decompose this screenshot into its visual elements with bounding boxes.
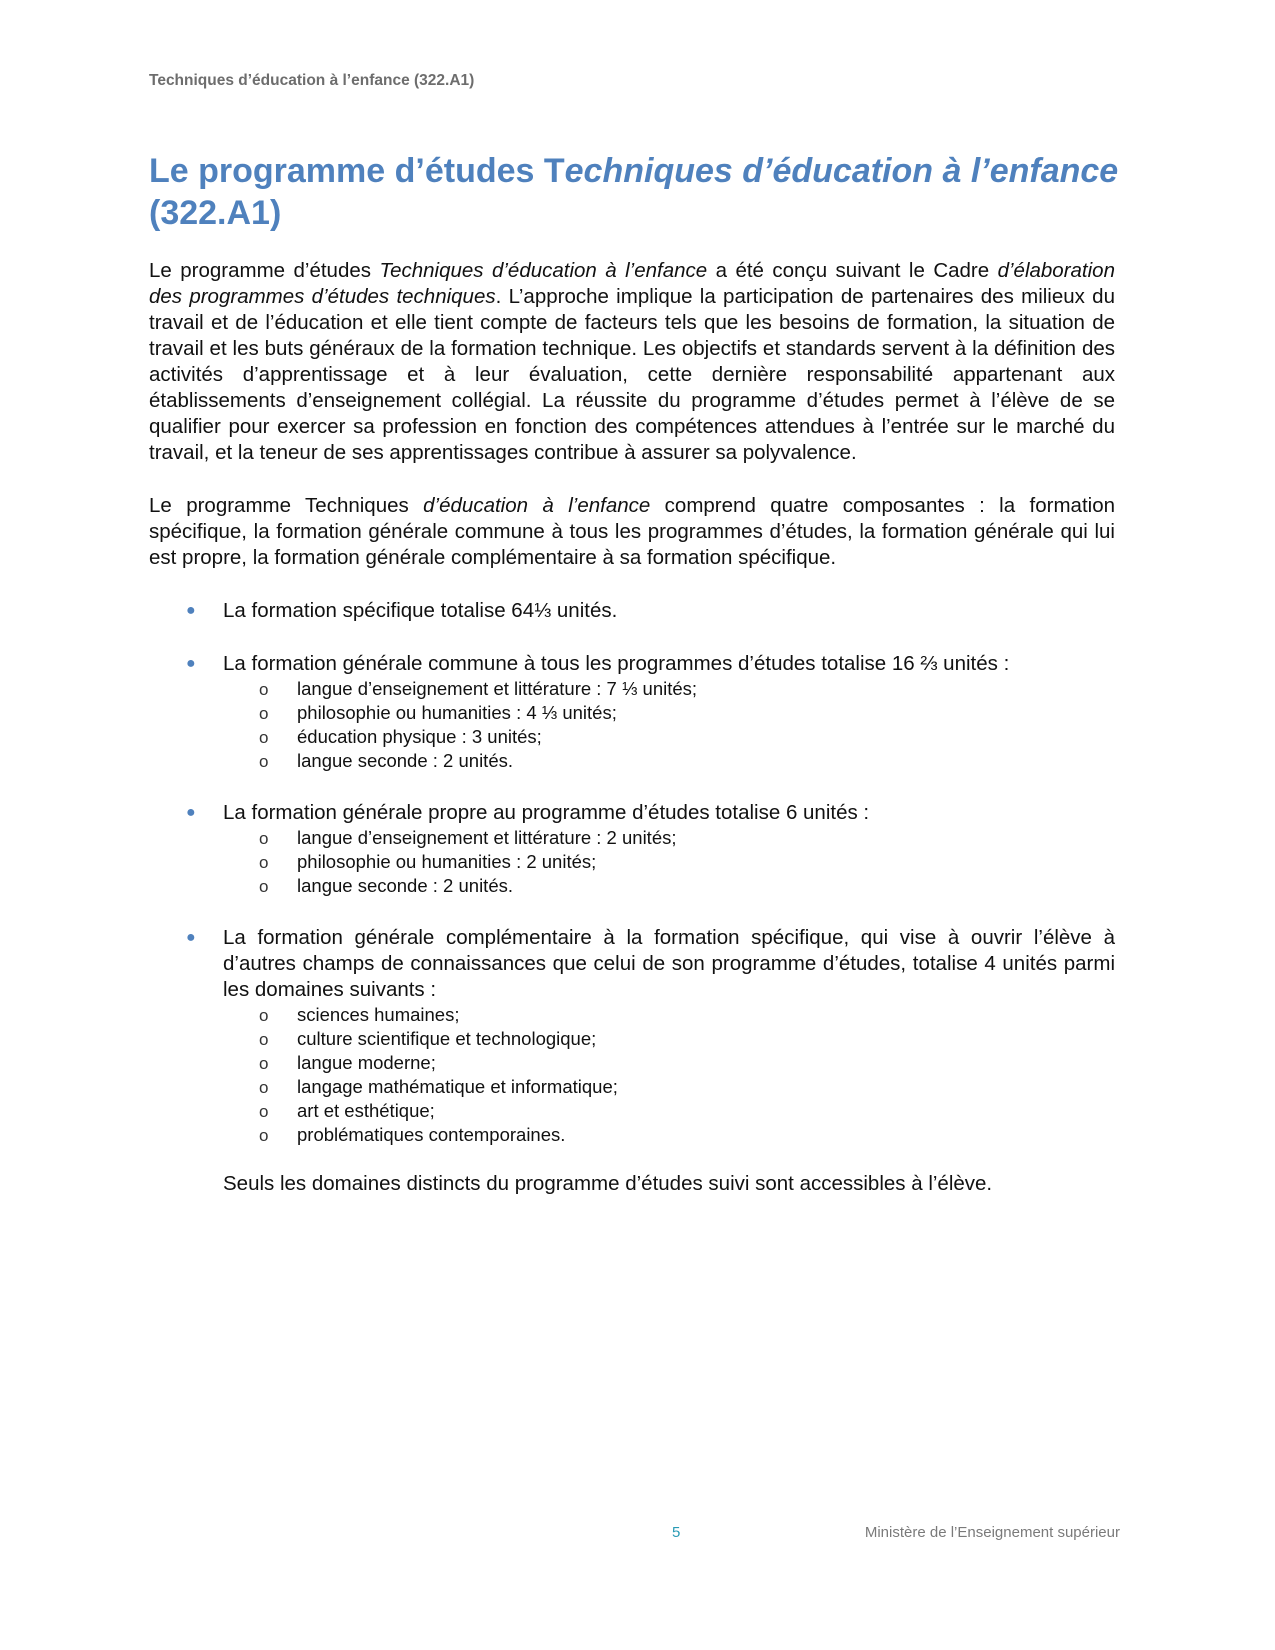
sub-list-item [223,850,1115,874]
list-item [149,800,1115,898]
title-part-3: (322.A1) [149,194,282,232]
intro-paragraph-1 [149,258,1115,466]
list-item-text: La formation générale propre au programme d’études totalise 6 unités : [223,801,870,824]
bullet-icon: ● [186,655,196,672]
sub-item-text: problématiques contemporaines. [297,1124,566,1145]
sub-list [223,677,1115,773]
text-span: a été conçu suivant le Cadre [707,259,998,282]
title-part-1: Le programme d’études T [149,152,565,190]
sub-item-text: langue seconde : 2 unités. [297,875,513,896]
text-span: . L’approche implique la participation de partenaires des milieux du travail et de l’éducation et elle tient compte de facteurs tels que les besoins de formation, la situation de travail et les buts généraux de la formation technique. Les objectifs et standards servent à la définition des activités d’apprentissage et à leur évaluation, cette dernière responsabilité appartenant aux établissements d’enseignement collégial. La réussite du programme d’études permet à l’élève de se qualifier pour exercer sa profession en fonction des compétences attendues à l’entrée sur le marché du travail, et la teneur de ses apprentissages contribue à assurer sa polyvalence. [149,285,1115,464]
components-list [149,598,1115,1147]
sub-list-item [223,1003,1115,1027]
sub-item-text: langue seconde : 2 unités. [297,750,513,771]
bullet-icon: ● [186,804,196,821]
circle-bullet-icon: o [259,877,269,896]
circle-bullet-icon: o [259,1078,269,1097]
circle-bullet-icon: o [259,1126,269,1145]
circle-bullet-icon: o [259,1102,269,1121]
document-body [149,258,1115,1197]
sub-list-item [223,749,1115,773]
sub-list-item [223,1051,1115,1075]
sub-list-item [223,1123,1115,1147]
sub-list-item [223,677,1115,701]
circle-bullet-icon: o [259,752,269,771]
sub-item-text: art et esthétique; [297,1100,435,1121]
list-item-text: La formation générale commune à tous les programmes d’études totalise 16 ⅔ unités : [223,652,1010,675]
title-part-2: echniques d’éducation à l’enfance [564,152,1119,190]
sub-item-text: sciences humaines; [297,1004,460,1025]
running-header: Techniques d’éducation à l’enfance (322.A1) [149,72,475,89]
sub-list-item [223,1075,1115,1099]
list-item [149,598,1115,624]
sub-list [223,1003,1115,1147]
closing-note: Seuls les domaines distincts du programme d’études suivi sont accessibles à l’élève. [223,1172,993,1195]
sub-item-text: langue d’enseignement et littérature : 7 ⅓ unités; [297,678,698,699]
circle-bullet-icon: o [259,1006,269,1025]
text-span: Le programme Techniques [149,494,424,517]
circle-bullet-icon: o [259,680,269,699]
sub-list-item [223,874,1115,898]
sub-item-text: philosophie ou humanities : 2 unités; [297,851,597,872]
sub-list-item [223,701,1115,725]
sub-item-text: éducation physique : 3 unités; [297,726,542,747]
list-item-text: La formation spécifique totalise 64⅓ unités. [223,599,618,622]
footer-ministry: Ministère de l’Enseignement supérieur [864,1524,1120,1541]
sub-item-text: langue moderne; [297,1052,436,1073]
sub-item-text: culture scientifique et technologique; [297,1028,597,1049]
list-item [149,651,1115,773]
circle-bullet-icon: o [259,1054,269,1073]
circle-bullet-icon: o [259,829,269,848]
page-number: 5 [672,1524,681,1541]
sub-list-item [223,725,1115,749]
sub-item-text: langage mathématique et informatique; [297,1076,618,1097]
sub-item-text: philosophie ou humanities : 4 ⅓ unités; [297,702,617,723]
text-span-italic: Techniques d’éducation à l’enfance [379,259,708,282]
circle-bullet-icon: o [259,853,269,872]
text-span: comprend quatre composantes : la formation spécifique, la formation générale commune à tous les programmes d’études, la formation générale qui lui est propre, la formation générale complémentaire à sa formation spécifique. [149,494,1115,569]
sub-item-text: langue d’enseignement et littérature : 2 unités; [297,827,677,848]
intro-paragraph-2 [149,493,1115,571]
sub-list-item [223,826,1115,850]
page-title [149,150,1129,234]
circle-bullet-icon: o [259,728,269,747]
text-span-italic: d’éducation à l’enfance [423,494,651,517]
text-span-italic: d’élaboration des programmes d’études techniques [149,259,1115,308]
list-item [149,925,1115,1147]
text-span: Le programme d’études [149,259,380,282]
list-item-text: La formation générale complémentaire à la formation spécifique, qui vise à ouvrir l’élève à d’autres champs de connaissances que celui de son programme d’études, totalise 4 unités parmi les domaines suivants : [223,926,1115,1001]
circle-bullet-icon: o [259,1030,269,1049]
bullet-icon: ● [186,929,196,946]
sub-list-item [223,1027,1115,1051]
sub-list [223,826,1115,898]
sub-list-item [223,1099,1115,1123]
bullet-icon: ● [186,602,196,619]
circle-bullet-icon: o [259,704,269,723]
